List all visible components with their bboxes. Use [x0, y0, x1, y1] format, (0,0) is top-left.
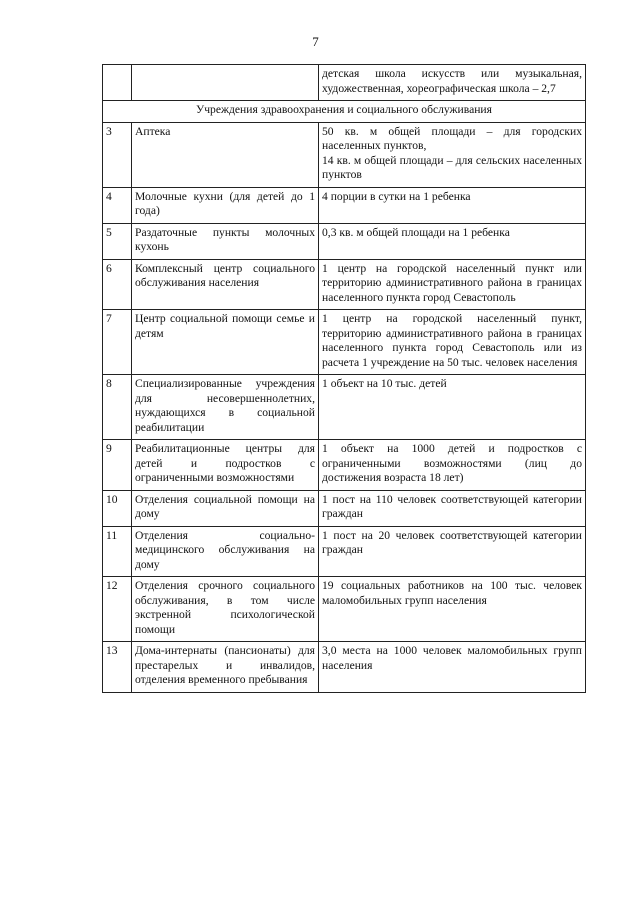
number-cell — [103, 65, 132, 101]
section-row — [103, 101, 586, 123]
name-cell: Аптека — [132, 122, 319, 187]
norm-cell: 4 порции в сутки на 1 ребенка — [319, 187, 586, 223]
name-cell: Специализированные учреждения для несовершеннолетних, нуждающихся в социальной реабилитации — [132, 375, 319, 440]
number-cell: 12 — [103, 577, 132, 642]
number-cell: 11 — [103, 526, 132, 577]
norm-cell: 3,0 места на 1000 человек маломобильных групп населения — [319, 642, 586, 693]
norm-cell: 1 пост на 20 человек соответствующей категории граждан — [319, 526, 586, 577]
norm-cell: 1 объект на 10 тыс. детей — [319, 375, 586, 440]
table-row — [103, 187, 586, 223]
name-cell: Отделения срочного социального обслуживания, в том числе экстренной психологической помощи — [132, 577, 319, 642]
norms-table — [102, 64, 586, 693]
name-cell: Раздаточные пункты молочных кухонь — [132, 223, 319, 259]
number-cell: 7 — [103, 310, 132, 375]
number-cell: 6 — [103, 259, 132, 310]
table-row — [103, 440, 586, 491]
norm-cell: детская школа искусств или музыкальная, художественная, хореографическая школа – 2,7 — [319, 65, 586, 101]
number-cell: 8 — [103, 375, 132, 440]
norm-cell: 1 объект на 1000 детей и подростков с ограниченными возможностями (лиц до достижения возраста 18 лет) — [319, 440, 586, 491]
table-row — [103, 122, 586, 187]
table-row — [103, 526, 586, 577]
number-cell: 5 — [103, 223, 132, 259]
norm-cell: 19 социальных работников на 100 тыс. человек маломобильных групп населения — [319, 577, 586, 642]
table-row — [103, 223, 586, 259]
table-row — [103, 642, 586, 693]
name-cell: Реабилитационные центры для детей и подростков с ограниченными возможностями — [132, 440, 319, 491]
table-row — [103, 310, 586, 375]
name-cell: Дома-интернаты (пансионаты) для престарелых и инвалидов, отделения временного пребывания — [132, 642, 319, 693]
table-row — [103, 259, 586, 310]
section-title: Учреждения здравоохранения и социального обслуживания — [103, 101, 586, 123]
table-row — [103, 490, 586, 526]
name-cell: Центр социальной помощи семье и детям — [132, 310, 319, 375]
norm-cell: 1 центр на городской населенный пункт, территорию административного района в границах населенного пункта город Севастополь или из расчета 1 учреждение на 50 тыс. человек населения — [319, 310, 586, 375]
norm-cell: 0,3 кв. м общей площади на 1 ребенка — [319, 223, 586, 259]
name-cell: Отделения социально-медицинского обслуживания на дому — [132, 526, 319, 577]
number-cell: 3 — [103, 122, 132, 187]
norm-cell — [319, 122, 586, 187]
norm-line: 50 кв. м общей площади – для городских населенных пунктов, — [322, 124, 582, 152]
name-cell — [132, 65, 319, 101]
number-cell: 9 — [103, 440, 132, 491]
name-cell: Отделения социальной помощи на дому — [132, 490, 319, 526]
number-cell: 4 — [103, 187, 132, 223]
table-row — [103, 65, 586, 101]
norm-line: 14 кв. м общей площади – для сельских населенных пунктов — [322, 153, 582, 181]
norm-cell: 1 пост на 110 человек соответствующей категории граждан — [319, 490, 586, 526]
table-row — [103, 375, 586, 440]
number-cell: 13 — [103, 642, 132, 693]
number-cell: 10 — [103, 490, 132, 526]
norm-cell: 1 центр на городской населенный пункт или территорию административного района в границах населенного пункта город Севастополь — [319, 259, 586, 310]
name-cell: Комплексный центр социального обслуживания населения — [132, 259, 319, 310]
table-row — [103, 577, 586, 642]
page-number: 7 — [312, 34, 319, 49]
name-cell: Молочные кухни (для детей до 1 года) — [132, 187, 319, 223]
